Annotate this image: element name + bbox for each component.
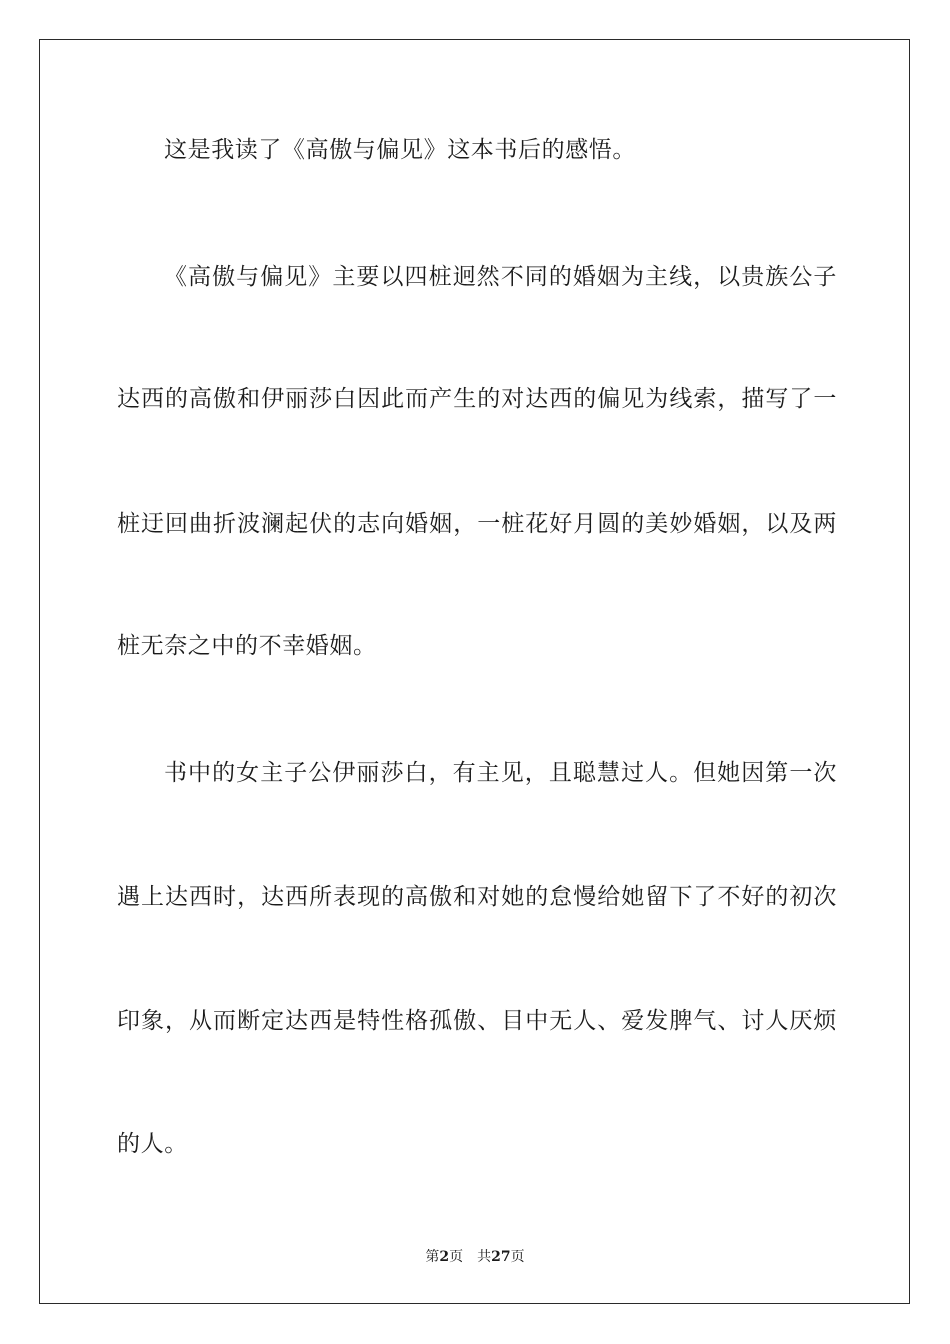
footer-page-number: 2 xyxy=(439,1249,450,1265)
page-footer xyxy=(0,1246,950,1266)
paragraph-2-line-1: 《高傲与偏见》主要以四桩迥然不同的婚姻为主线，以贵族公子 xyxy=(164,264,837,290)
footer-page-suffix: 页 xyxy=(449,1249,464,1265)
page-border xyxy=(39,39,910,1304)
paragraph-3-line-4: 的人。 xyxy=(117,1131,188,1157)
paragraph-2-line-4: 桩无奈之中的不幸婚姻。 xyxy=(117,633,377,659)
paragraph-1-line-1: 这是我读了《高傲与偏见》这本书后的感悟。 xyxy=(164,137,636,163)
paragraph-2-line-3: 桩迂回曲折波澜起伏的志向婚姻，一桩花好月圆的美妙婚姻，以及两 xyxy=(117,511,837,537)
footer-total-suffix: 页 xyxy=(510,1249,525,1265)
footer-page-prefix: 第 xyxy=(425,1249,440,1265)
paragraph-3-line-1: 书中的女主子公伊丽莎白，有主见，且聪慧过人。但她因第一次 xyxy=(164,760,837,786)
footer-total-prefix: 共 xyxy=(477,1249,492,1265)
paragraph-3-line-2: 遇上达西时，达西所表现的高傲和对她的怠慢给她留下了不好的初次 xyxy=(117,884,837,910)
paragraph-2-line-2: 达西的高傲和伊丽莎白因此而产生的对达西的偏见为线索，描写了一 xyxy=(117,386,837,412)
paragraph-3-line-3: 印象，从而断定达西是特性格孤傲、目中无人、爱发脾气、讨人厌烦 xyxy=(117,1008,837,1034)
footer-total-pages: 27 xyxy=(491,1249,511,1265)
